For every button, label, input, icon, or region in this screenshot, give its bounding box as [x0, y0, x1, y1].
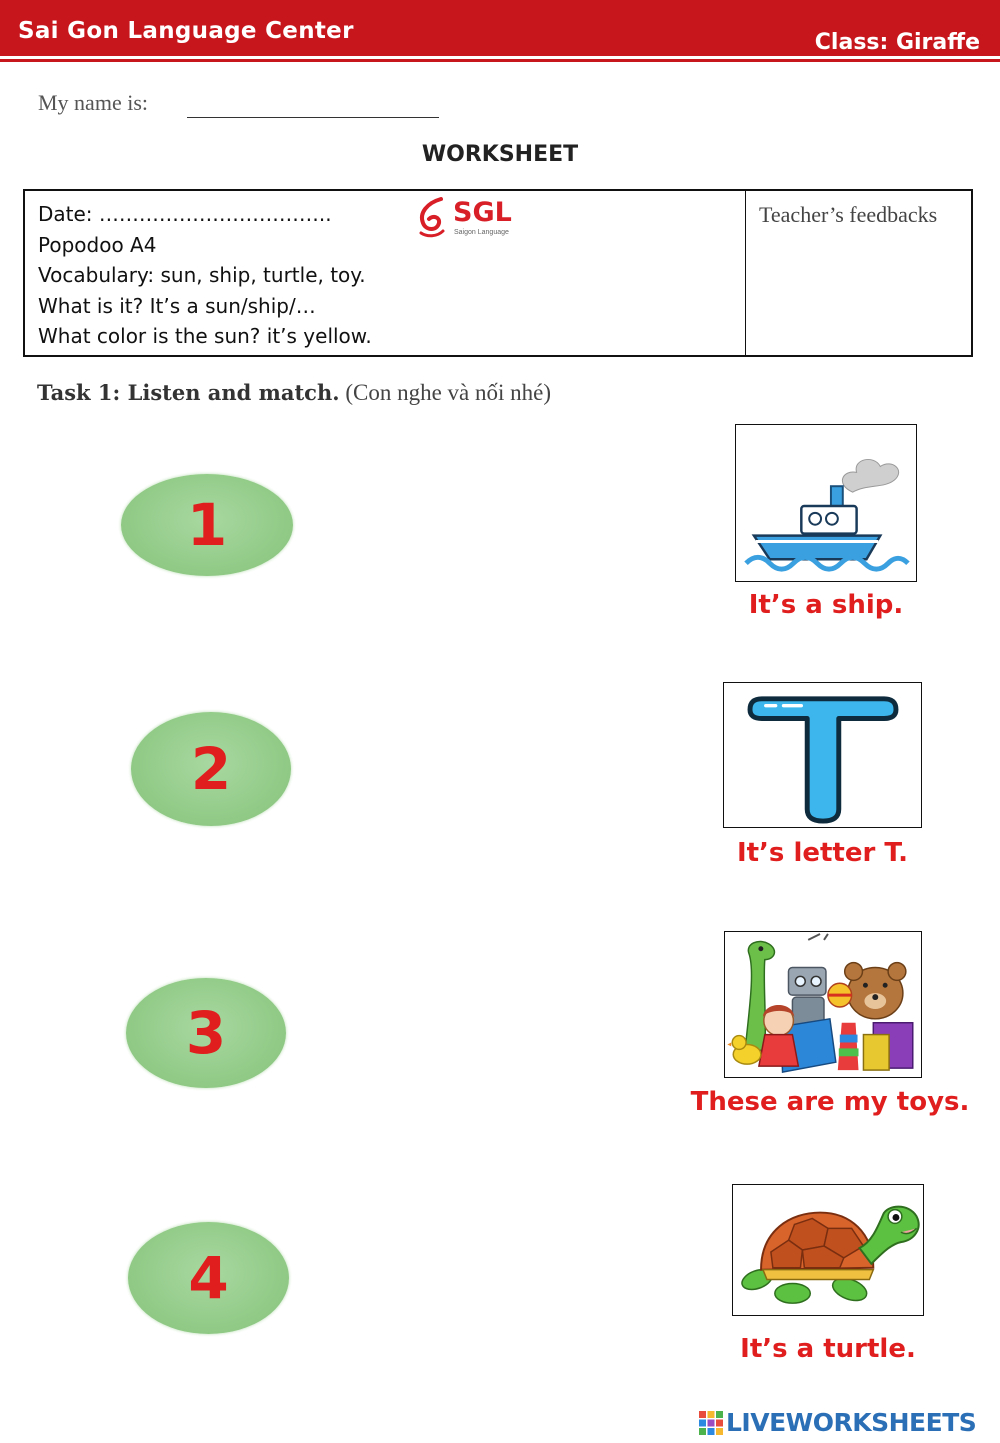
number-oval-2[interactable]	[131, 712, 291, 826]
liveworksheets-watermark[interactable]	[698, 1408, 994, 1438]
number-2: 2	[190, 735, 232, 803]
logo-text: SGL	[453, 197, 512, 228]
letter-t-picture[interactable]	[723, 682, 922, 828]
info-box	[23, 189, 973, 357]
number-3: 3	[185, 999, 227, 1067]
watermark-text: LIVEWORKSHEETS	[726, 1408, 977, 1437]
info-lines	[38, 199, 372, 352]
worksheet-title: WORKSHEET	[421, 142, 579, 167]
toys-icon	[725, 932, 921, 1077]
logo-subtext: Saigon Language	[454, 229, 509, 236]
name-input-line[interactable]	[187, 117, 439, 118]
number-oval-3[interactable]	[126, 978, 286, 1088]
info-question-1: What is it? It’s a sun/ship/…	[38, 293, 316, 318]
turtle-icon	[733, 1185, 923, 1315]
info-question-2: What color is the sun? it’s yellow.	[38, 324, 372, 348]
task-title-bold: Task 1: Listen and match.	[37, 380, 340, 405]
task-title-note: (Con nghe và nối nhé)	[345, 380, 551, 405]
number-oval-1[interactable]	[121, 474, 293, 576]
info-divider	[745, 191, 746, 355]
header-divider	[0, 59, 1000, 62]
liveworksheets-logo-icon	[698, 1410, 724, 1436]
number-oval-4[interactable]	[128, 1222, 289, 1334]
teacher-feedback-label: Teacher’s feedbacks	[759, 202, 938, 227]
caption-turtle: It’s a turtle.	[740, 1334, 916, 1364]
number-4: 4	[188, 1244, 229, 1312]
class-label: Class: Giraffe	[814, 30, 980, 55]
info-date: Date: ……………………………..	[38, 202, 332, 226]
ship-picture[interactable]	[735, 424, 917, 582]
turtle-picture[interactable]	[732, 1184, 924, 1316]
toys-picture[interactable]	[724, 931, 922, 1078]
center-name: Sai Gon Language Center	[18, 18, 354, 44]
info-book: Popodoo A4	[38, 232, 157, 257]
name-label: My name is:	[38, 90, 148, 115]
info-vocabulary: Vocabulary: sun, ship, turtle, toy.	[38, 263, 366, 287]
task-title	[37, 380, 551, 406]
sgl-swirl-icon	[413, 195, 455, 241]
sgl-logo	[413, 195, 523, 241]
number-1: 1	[186, 491, 228, 559]
caption-toys: These are my toys.	[690, 1087, 970, 1117]
ship-icon	[736, 425, 916, 581]
caption-ship: It’s a ship.	[748, 590, 904, 620]
caption-letter-t: It’s letter T.	[736, 838, 909, 868]
letter-t-icon	[724, 683, 921, 827]
